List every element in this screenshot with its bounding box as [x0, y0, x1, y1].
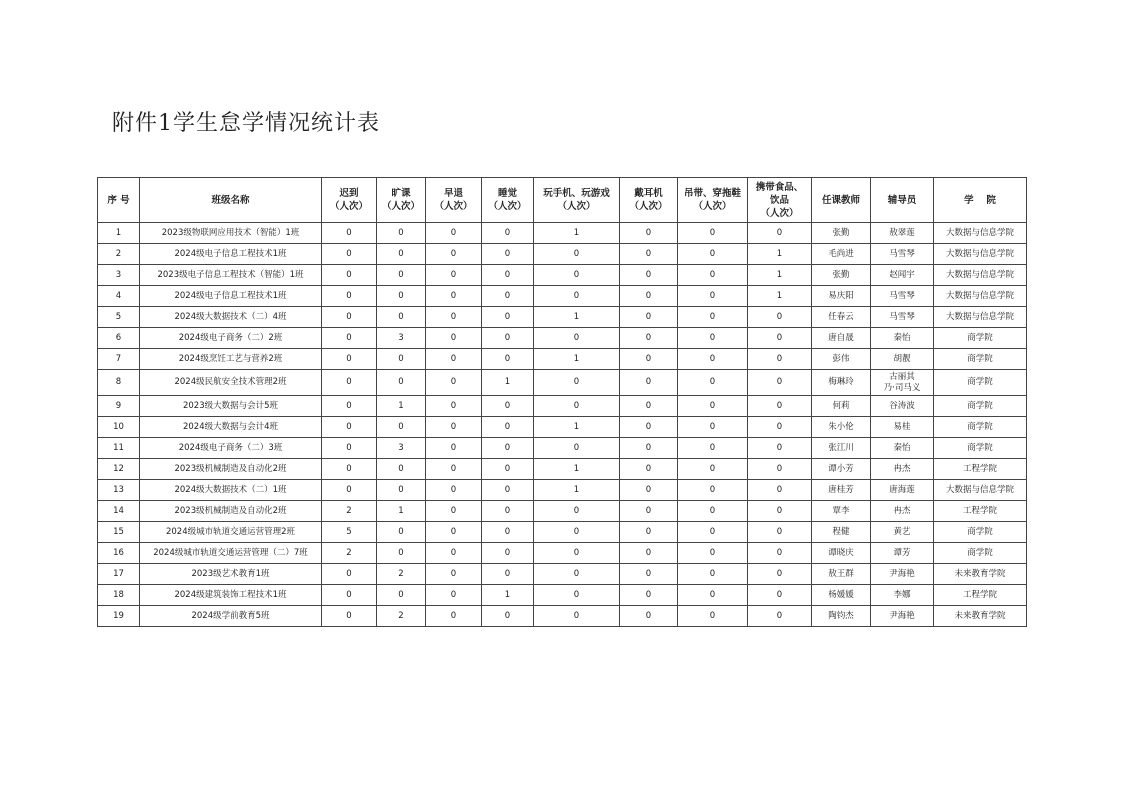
counselor-cell: 冉杰 [871, 459, 934, 480]
table-row [98, 438, 1027, 459]
early-leave-cell: 0 [426, 370, 482, 396]
earphone-cell: 0 [620, 606, 678, 627]
phone-game-cell: 0 [534, 501, 620, 522]
sleeping-cell: 0 [482, 396, 534, 417]
teacher-cell: 毛尚进 [812, 244, 871, 265]
phone-game-cell: 0 [534, 438, 620, 459]
college-cell: 大数据与信息学院 [934, 244, 1027, 265]
earphone-cell: 0 [620, 417, 678, 438]
food-cell: 0 [748, 370, 812, 396]
late-cell: 0 [322, 585, 377, 606]
earphone-cell: 0 [620, 349, 678, 370]
sleeping-cell: 0 [482, 438, 534, 459]
sleeping-cell: 0 [482, 606, 534, 627]
earphone-cell: 0 [620, 438, 678, 459]
college-cell: 工程学院 [934, 585, 1027, 606]
table-row [98, 286, 1027, 307]
late-cell: 0 [322, 349, 377, 370]
food-cell: 1 [748, 286, 812, 307]
absent-cell: 0 [377, 370, 426, 396]
phone-game-cell: 1 [534, 223, 620, 244]
absent-cell: 1 [377, 501, 426, 522]
teacher-cell: 覃李 [812, 501, 871, 522]
table-row [98, 585, 1027, 606]
counselor-cell: 马雪琴 [871, 307, 934, 328]
dress-cell: 0 [678, 244, 748, 265]
sleeping-cell: 0 [482, 307, 534, 328]
index-cell: 12 [98, 459, 140, 480]
teacher-cell: 彭伟 [812, 349, 871, 370]
index-cell: 18 [98, 585, 140, 606]
early-leave-cell: 0 [426, 480, 482, 501]
absent-cell: 0 [377, 459, 426, 480]
teacher-cell: 易庆阳 [812, 286, 871, 307]
counselor-cell: 尹海艳 [871, 606, 934, 627]
teacher-cell: 朱小伦 [812, 417, 871, 438]
earphone-cell: 0 [620, 585, 678, 606]
class-name-cell: 2023级物联网应用技术（智能）1班 [140, 223, 322, 244]
earphone-cell: 0 [620, 265, 678, 286]
food-cell: 0 [748, 223, 812, 244]
index-cell: 5 [98, 307, 140, 328]
sleeping-cell: 0 [482, 480, 534, 501]
late-cell: 0 [322, 396, 377, 417]
table-row [98, 522, 1027, 543]
food-cell: 0 [748, 522, 812, 543]
earphone-cell: 0 [620, 396, 678, 417]
column-header: 睡觉 （人次） [482, 178, 534, 223]
phone-game-cell: 1 [534, 417, 620, 438]
college-cell: 大数据与信息学院 [934, 265, 1027, 286]
index-cell: 1 [98, 223, 140, 244]
absent-cell: 2 [377, 606, 426, 627]
college-cell: 大数据与信息学院 [934, 307, 1027, 328]
teacher-cell: 陶钧杰 [812, 606, 871, 627]
counselor-cell: 李娜 [871, 585, 934, 606]
food-cell: 0 [748, 417, 812, 438]
table-row [98, 265, 1027, 286]
column-header: 旷课 （人次） [377, 178, 426, 223]
earphone-cell: 0 [620, 307, 678, 328]
class-name-cell: 2023级机械制造及自动化2班 [140, 501, 322, 522]
dress-cell: 0 [678, 349, 748, 370]
class-name-cell: 2024级城市轨道交通运营管理（二）7班 [140, 543, 322, 564]
table-row [98, 417, 1027, 438]
teacher-cell: 唐桂芳 [812, 480, 871, 501]
earphone-cell: 0 [620, 501, 678, 522]
food-cell: 0 [748, 543, 812, 564]
dress-cell: 0 [678, 522, 748, 543]
dress-cell: 0 [678, 307, 748, 328]
college-cell: 未来教育学院 [934, 564, 1027, 585]
dress-cell: 0 [678, 396, 748, 417]
dress-cell: 0 [678, 370, 748, 396]
teacher-cell: 唐自晟 [812, 328, 871, 349]
food-cell: 0 [748, 349, 812, 370]
class-name-cell: 2024级民航安全技术管理2班 [140, 370, 322, 396]
early-leave-cell: 0 [426, 396, 482, 417]
absent-cell: 0 [377, 543, 426, 564]
index-cell: 7 [98, 349, 140, 370]
dress-cell: 0 [678, 438, 748, 459]
college-cell: 未来教育学院 [934, 606, 1027, 627]
dress-cell: 0 [678, 585, 748, 606]
late-cell: 2 [322, 501, 377, 522]
class-name-cell: 2024级学前教育5班 [140, 606, 322, 627]
dress-cell: 0 [678, 417, 748, 438]
index-cell: 8 [98, 370, 140, 396]
absent-cell: 0 [377, 480, 426, 501]
sleeping-cell: 0 [482, 328, 534, 349]
food-cell: 0 [748, 564, 812, 585]
class-name-cell: 2024级电子商务（二）3班 [140, 438, 322, 459]
table-row [98, 480, 1027, 501]
index-cell: 3 [98, 265, 140, 286]
late-cell: 0 [322, 606, 377, 627]
college-cell: 大数据与信息学院 [934, 223, 1027, 244]
phone-game-cell: 1 [534, 480, 620, 501]
late-cell: 0 [322, 370, 377, 396]
earphone-cell: 0 [620, 480, 678, 501]
teacher-cell: 谭小芳 [812, 459, 871, 480]
class-name-cell: 2024级大数据与会计4班 [140, 417, 322, 438]
early-leave-cell: 0 [426, 286, 482, 307]
counselor-cell: 谷涛波 [871, 396, 934, 417]
class-name-cell: 2024级大数据技术（二）4班 [140, 307, 322, 328]
phone-game-cell: 0 [534, 328, 620, 349]
teacher-cell: 何莉 [812, 396, 871, 417]
earphone-cell: 0 [620, 370, 678, 396]
earphone-cell: 0 [620, 244, 678, 265]
class-name-cell: 2024级电子商务（二）2班 [140, 328, 322, 349]
early-leave-cell: 0 [426, 564, 482, 585]
phone-game-cell: 1 [534, 349, 620, 370]
food-cell: 0 [748, 328, 812, 349]
food-cell: 0 [748, 606, 812, 627]
sleeping-cell: 0 [482, 564, 534, 585]
table-row [98, 244, 1027, 265]
early-leave-cell: 0 [426, 223, 482, 244]
table-row [98, 223, 1027, 244]
phone-game-cell: 1 [534, 307, 620, 328]
table-row [98, 564, 1027, 585]
dress-cell: 0 [678, 265, 748, 286]
late-cell: 2 [322, 543, 377, 564]
class-name-cell: 2024级烹饪工艺与营养2班 [140, 349, 322, 370]
sleeping-cell: 0 [482, 417, 534, 438]
earphone-cell: 0 [620, 522, 678, 543]
earphone-cell: 0 [620, 223, 678, 244]
college-cell: 工程学院 [934, 501, 1027, 522]
counselor-cell: 秦怡 [871, 438, 934, 459]
college-cell: 商学院 [934, 328, 1027, 349]
late-cell: 0 [322, 286, 377, 307]
index-cell: 9 [98, 396, 140, 417]
sleeping-cell: 1 [482, 585, 534, 606]
column-header: 学 院 [934, 178, 1027, 223]
early-leave-cell: 0 [426, 501, 482, 522]
truancy-statistics-table [97, 177, 1027, 627]
sleeping-cell: 0 [482, 501, 534, 522]
counselor-cell: 秦怡 [871, 328, 934, 349]
late-cell: 0 [322, 265, 377, 286]
counselor-cell: 马雪琴 [871, 244, 934, 265]
sleeping-cell: 0 [482, 349, 534, 370]
phone-game-cell: 0 [534, 244, 620, 265]
phone-game-cell: 0 [534, 265, 620, 286]
phone-game-cell: 0 [534, 585, 620, 606]
late-cell: 0 [322, 328, 377, 349]
index-cell: 4 [98, 286, 140, 307]
index-cell: 10 [98, 417, 140, 438]
absent-cell: 0 [377, 286, 426, 307]
early-leave-cell: 0 [426, 459, 482, 480]
sleeping-cell: 0 [482, 543, 534, 564]
early-leave-cell: 0 [426, 417, 482, 438]
counselor-cell: 谭芳 [871, 543, 934, 564]
earphone-cell: 0 [620, 459, 678, 480]
column-header: 辅导员 [871, 178, 934, 223]
dress-cell: 0 [678, 564, 748, 585]
teacher-cell: 杨媛媛 [812, 585, 871, 606]
late-cell: 0 [322, 223, 377, 244]
food-cell: 1 [748, 244, 812, 265]
counselor-cell: 尹海艳 [871, 564, 934, 585]
table-row [98, 501, 1027, 522]
phone-game-cell: 0 [534, 396, 620, 417]
column-header: 携带食品、 饮品 （人次） [748, 178, 812, 223]
early-leave-cell: 0 [426, 349, 482, 370]
index-cell: 19 [98, 606, 140, 627]
table-row [98, 396, 1027, 417]
index-cell: 15 [98, 522, 140, 543]
table-header-row [98, 178, 1027, 223]
column-header: 早退 （人次） [426, 178, 482, 223]
counselor-cell: 唐海莲 [871, 480, 934, 501]
absent-cell: 1 [377, 396, 426, 417]
class-name-cell: 2023级电子信息工程技术（智能）1班 [140, 265, 322, 286]
late-cell: 0 [322, 459, 377, 480]
late-cell: 0 [322, 438, 377, 459]
table-row [98, 459, 1027, 480]
counselor-cell: 赵闻宇 [871, 265, 934, 286]
counselor-cell: 敖翠莲 [871, 223, 934, 244]
teacher-cell: 张勤 [812, 223, 871, 244]
dress-cell: 0 [678, 286, 748, 307]
table-row [98, 606, 1027, 627]
earphone-cell: 0 [620, 286, 678, 307]
column-header: 戴耳机 （人次） [620, 178, 678, 223]
table-row [98, 543, 1027, 564]
college-cell: 商学院 [934, 522, 1027, 543]
table-row [98, 349, 1027, 370]
phone-game-cell: 0 [534, 564, 620, 585]
teacher-cell: 敖王群 [812, 564, 871, 585]
counselor-cell: 易桂 [871, 417, 934, 438]
absent-cell: 0 [377, 349, 426, 370]
food-cell: 1 [748, 265, 812, 286]
sleeping-cell: 0 [482, 223, 534, 244]
phone-game-cell: 0 [534, 370, 620, 396]
index-cell: 17 [98, 564, 140, 585]
college-cell: 商学院 [934, 396, 1027, 417]
teacher-cell: 程健 [812, 522, 871, 543]
index-cell: 6 [98, 328, 140, 349]
teacher-cell: 谭晓庆 [812, 543, 871, 564]
early-leave-cell: 0 [426, 307, 482, 328]
earphone-cell: 0 [620, 564, 678, 585]
food-cell: 0 [748, 480, 812, 501]
index-cell: 14 [98, 501, 140, 522]
class-name-cell: 2024级电子信息工程技术1班 [140, 244, 322, 265]
column-header: 任课教师 [812, 178, 871, 223]
class-name-cell: 2023级机械制造及自动化2班 [140, 459, 322, 480]
column-header: 迟到 （人次） [322, 178, 377, 223]
college-cell: 大数据与信息学院 [934, 480, 1027, 501]
college-cell: 商学院 [934, 417, 1027, 438]
early-leave-cell: 0 [426, 328, 482, 349]
dress-cell: 0 [678, 543, 748, 564]
college-cell: 商学院 [934, 370, 1027, 396]
teacher-cell: 梅琳玲 [812, 370, 871, 396]
phone-game-cell: 0 [534, 543, 620, 564]
early-leave-cell: 0 [426, 606, 482, 627]
dress-cell: 0 [678, 480, 748, 501]
late-cell: 0 [322, 564, 377, 585]
absent-cell: 2 [377, 564, 426, 585]
sleeping-cell: 0 [482, 459, 534, 480]
column-header: 吊带、穿拖鞋 （人次） [678, 178, 748, 223]
absent-cell: 0 [377, 522, 426, 543]
class-name-cell: 2024级大数据技术（二）1班 [140, 480, 322, 501]
class-name-cell: 2024级建筑装饰工程技术1班 [140, 585, 322, 606]
sleeping-cell: 0 [482, 265, 534, 286]
index-cell: 2 [98, 244, 140, 265]
absent-cell: 0 [377, 307, 426, 328]
phone-game-cell: 0 [534, 286, 620, 307]
absent-cell: 3 [377, 438, 426, 459]
index-cell: 13 [98, 480, 140, 501]
counselor-cell: 冉杰 [871, 501, 934, 522]
sleeping-cell: 0 [482, 244, 534, 265]
absent-cell: 0 [377, 585, 426, 606]
absent-cell: 3 [377, 328, 426, 349]
table-row [98, 328, 1027, 349]
phone-game-cell: 0 [534, 606, 620, 627]
counselor-cell: 马雪琴 [871, 286, 934, 307]
table-row [98, 370, 1027, 396]
earphone-cell: 0 [620, 328, 678, 349]
column-header: 班级名称 [140, 178, 322, 223]
counselor-cell: 胡靓 [871, 349, 934, 370]
sleeping-cell: 0 [482, 522, 534, 543]
teacher-cell: 张勤 [812, 265, 871, 286]
dress-cell: 0 [678, 328, 748, 349]
index-cell: 11 [98, 438, 140, 459]
food-cell: 0 [748, 438, 812, 459]
sleeping-cell: 0 [482, 286, 534, 307]
class-name-cell: 2024级电子信息工程技术1班 [140, 286, 322, 307]
college-cell: 商学院 [934, 543, 1027, 564]
index-cell: 16 [98, 543, 140, 564]
counselor-cell: 黄艺 [871, 522, 934, 543]
food-cell: 0 [748, 585, 812, 606]
class-name-cell: 2024级城市轨道交通运营管理2班 [140, 522, 322, 543]
late-cell: 5 [322, 522, 377, 543]
late-cell: 0 [322, 480, 377, 501]
earphone-cell: 0 [620, 543, 678, 564]
absent-cell: 0 [377, 265, 426, 286]
college-cell: 大数据与信息学院 [934, 286, 1027, 307]
class-name-cell: 2023级大数据与会计5班 [140, 396, 322, 417]
food-cell: 0 [748, 307, 812, 328]
food-cell: 0 [748, 459, 812, 480]
dress-cell: 0 [678, 606, 748, 627]
dress-cell: 0 [678, 223, 748, 244]
teacher-cell: 张江川 [812, 438, 871, 459]
counselor-cell: 古丽其 乃·司马义 [871, 370, 934, 396]
absent-cell: 0 [377, 417, 426, 438]
absent-cell: 0 [377, 244, 426, 265]
early-leave-cell: 0 [426, 522, 482, 543]
food-cell: 0 [748, 501, 812, 522]
college-cell: 商学院 [934, 349, 1027, 370]
dress-cell: 0 [678, 501, 748, 522]
absent-cell: 0 [377, 223, 426, 244]
college-cell: 商学院 [934, 438, 1027, 459]
early-leave-cell: 0 [426, 265, 482, 286]
column-header: 玩手机、玩游戏 （人次） [534, 178, 620, 223]
early-leave-cell: 0 [426, 585, 482, 606]
college-cell: 工程学院 [934, 459, 1027, 480]
food-cell: 0 [748, 396, 812, 417]
early-leave-cell: 0 [426, 438, 482, 459]
early-leave-cell: 0 [426, 244, 482, 265]
teacher-cell: 任春云 [812, 307, 871, 328]
phone-game-cell: 1 [534, 459, 620, 480]
column-header: 序 号 [98, 178, 140, 223]
table-row [98, 307, 1027, 328]
class-name-cell: 2023级艺术教育1班 [140, 564, 322, 585]
sleeping-cell: 1 [482, 370, 534, 396]
late-cell: 0 [322, 417, 377, 438]
dress-cell: 0 [678, 459, 748, 480]
phone-game-cell: 0 [534, 522, 620, 543]
late-cell: 0 [322, 244, 377, 265]
page-title: 附件1学生怠学情况统计表 [112, 111, 380, 136]
early-leave-cell: 0 [426, 543, 482, 564]
late-cell: 0 [322, 307, 377, 328]
